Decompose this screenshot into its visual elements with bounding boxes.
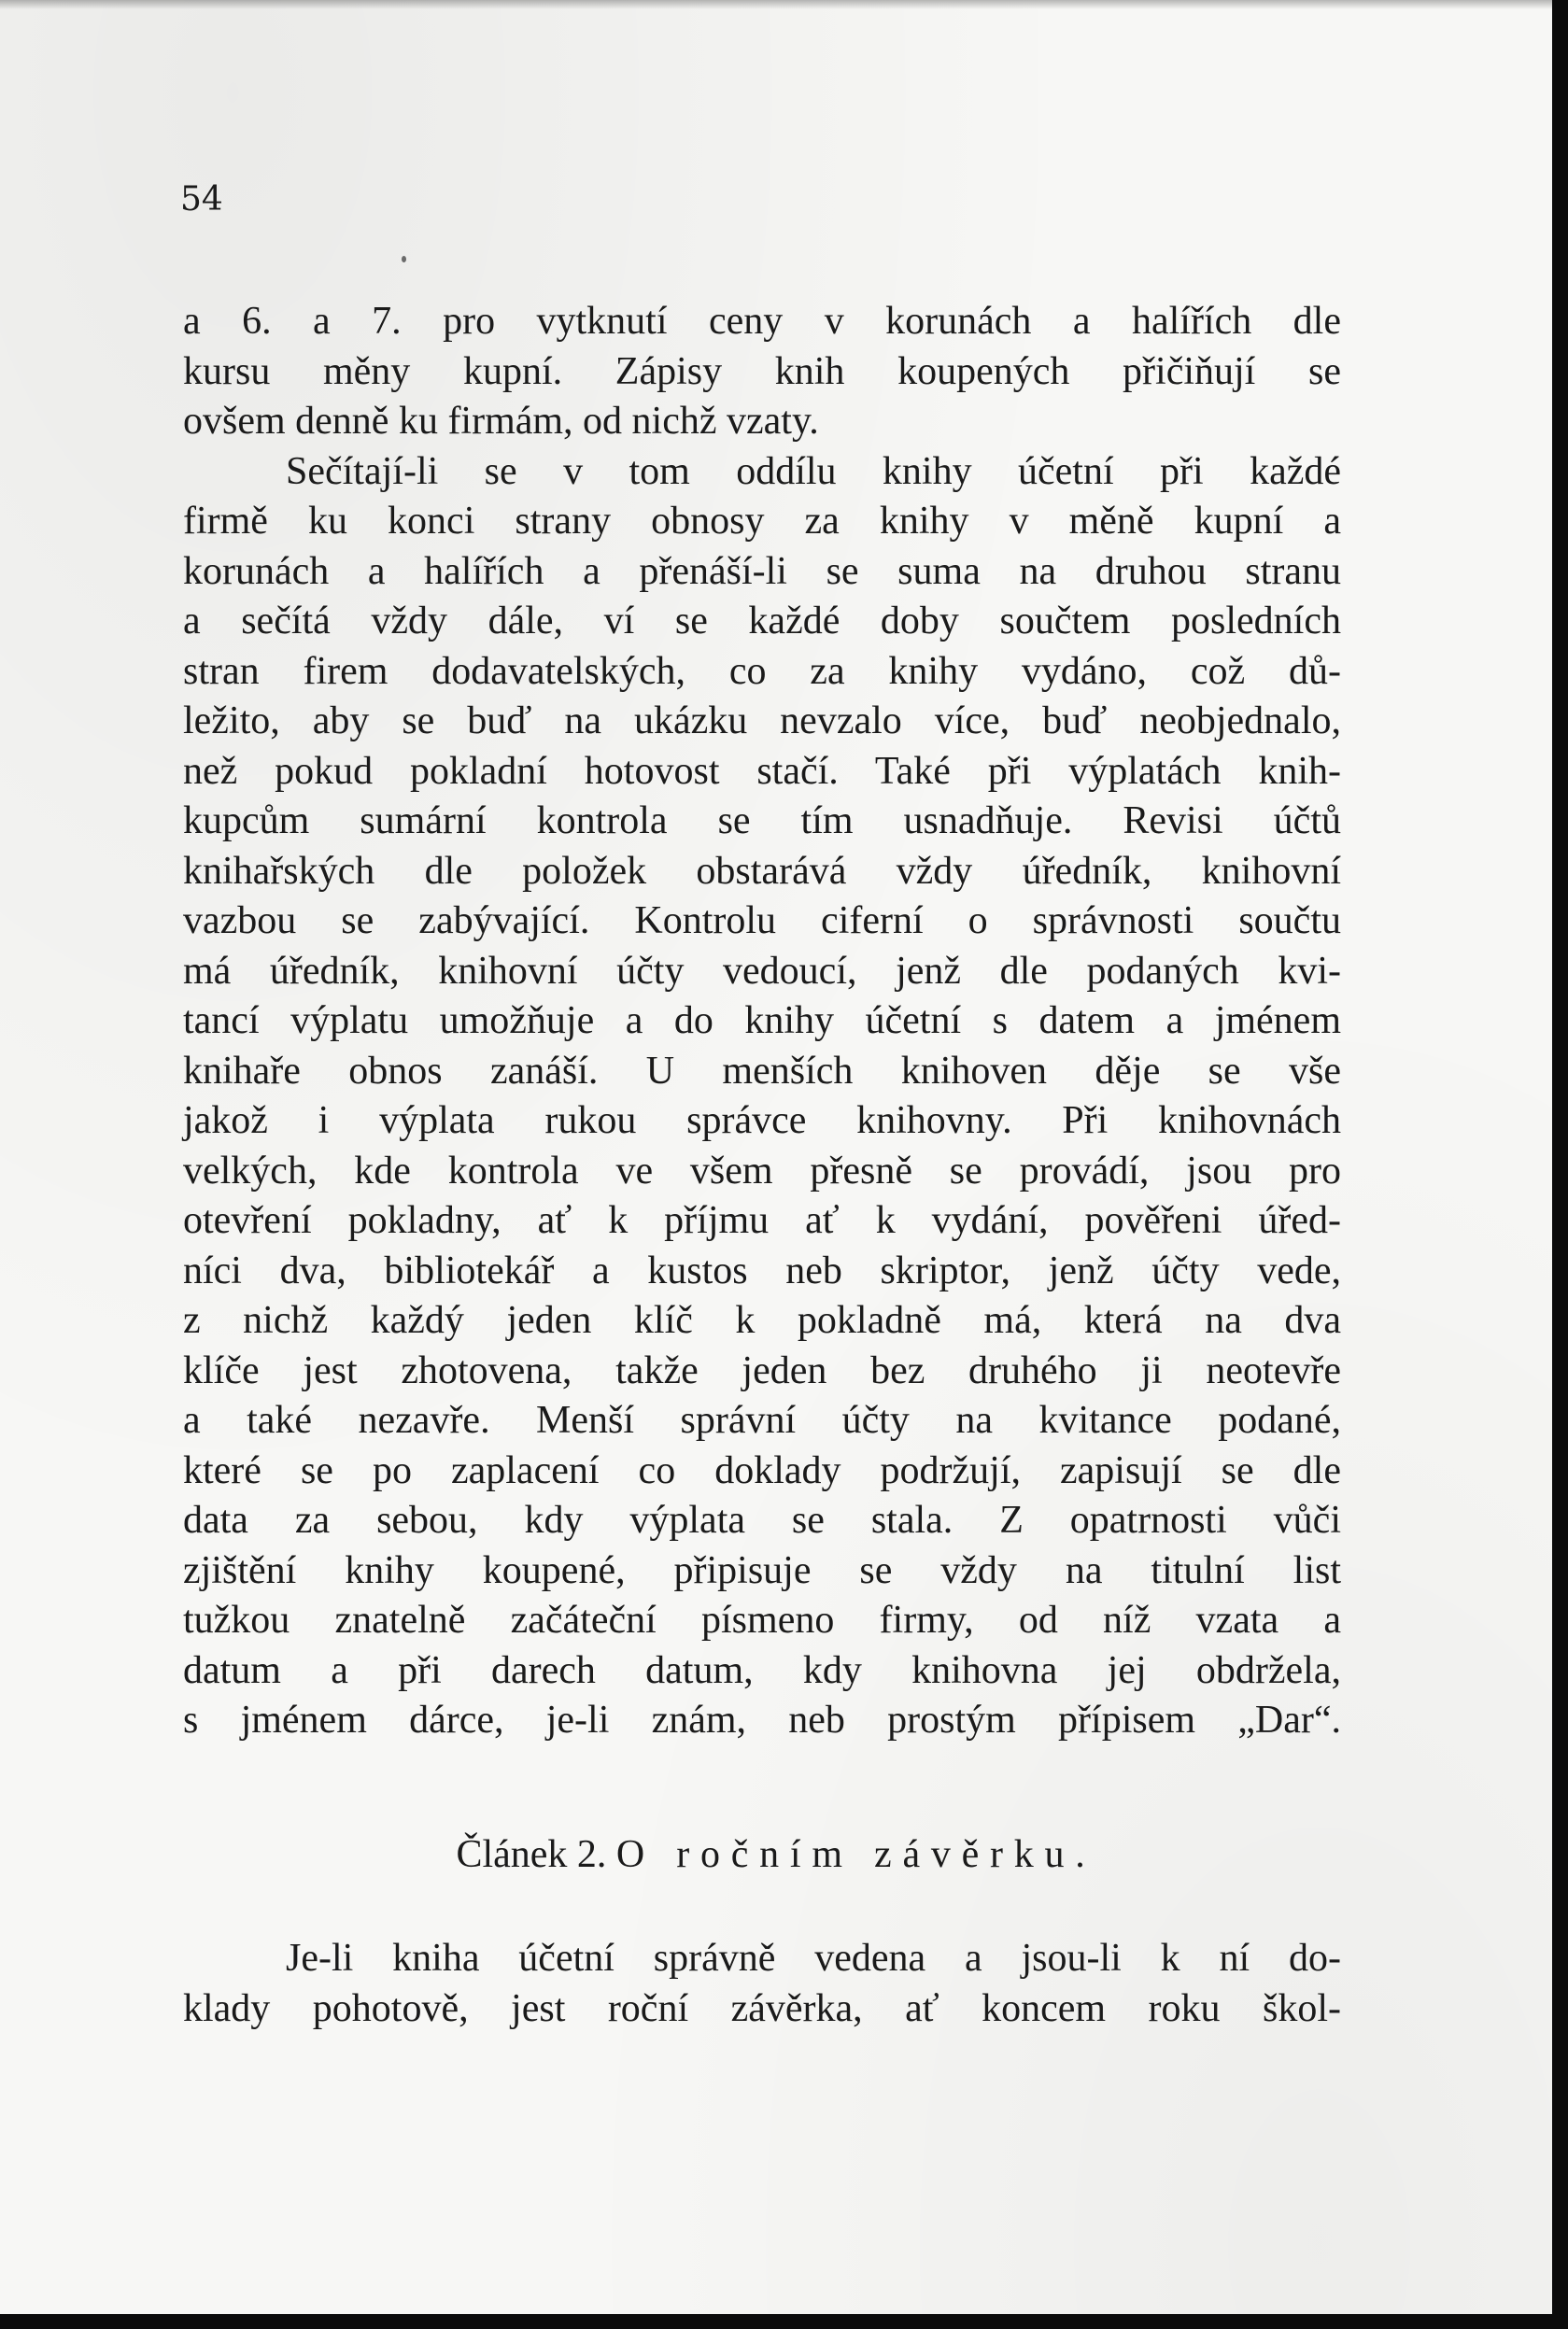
section-title: O ročním závěrku.: [615, 1833, 1096, 1876]
text-line: ležito, aby se buď na ukázku nevzalo více, buď neobjednalo,: [183, 699, 1341, 742]
text-line: klady pohotově, jest roční závěrka, ať koncem roku škol-: [183, 1986, 1341, 2030]
paragraph-after-heading: [183, 1934, 1341, 2034]
text-line: velkých, kde kontrola ve všem přesně se provádí, jsou pro: [183, 1149, 1341, 1193]
section-label: Článek 2.: [456, 1833, 607, 1876]
text-line: klíče jest zhotovena, takže jeden bez druhého ji neotevře: [183, 1348, 1341, 1392]
text-line: Je-li kniha účetní správně vedena a jsou-li k ní do-: [286, 1937, 1341, 1980]
text-line: knihařských dle položek obstarává vždy úředník, knihovní: [183, 849, 1341, 893]
text-line: Sečítají-li se v tom oddílu knihy účetní při každé: [286, 449, 1341, 493]
text-line: data za sebou, kdy výplata se stala. Z opatrnosti vůči: [183, 1499, 1341, 1542]
text-line: zjištění knihy koupené, připisuje se vždy na titulní list: [183, 1548, 1341, 1592]
text-line: tancí výplatu umožňuje a do knihy účetní s datem a jménem: [183, 999, 1341, 1042]
text-line: níci dva, bibliotekář a kustos neb skriptor, jenž účty vede,: [183, 1249, 1341, 1292]
text-line: firmě ku konci strany obnosy za knihy v měně kupní a: [183, 500, 1341, 543]
text-line: z nichž každý jeden klíč k pokladně má, která na dva: [183, 1299, 1341, 1342]
text-line: datum a při darech datum, kdy knihovna jej obdržela,: [183, 1648, 1341, 1692]
text-line: které se po zaplacení co doklady podržují, zapisují se dle: [183, 1448, 1341, 1492]
text-line: stran firem dodavatelských, co za knihy vydáno, což dů-: [183, 649, 1341, 693]
text-line: a sečítá vždy dále, ví se každé doby součtem posledních: [183, 600, 1341, 642]
page-number: 54: [180, 180, 223, 219]
text-line: otevření pokladny, ať k příjmu ať k vydání, pověřeni úřed-: [183, 1199, 1341, 1242]
text-line: ovšem denně ku firmám, od nichž vzaty.: [183, 400, 819, 443]
body-text: [183, 297, 1341, 1746]
ink-speck: [402, 256, 406, 262]
scan-edge-bottom: [0, 2314, 1568, 2329]
section-heading: [0, 1832, 1552, 1877]
scan-edge-right: [1552, 0, 1568, 2329]
text-line: jakož i výplata rukou správce knihovny. Při knihovnách: [183, 1099, 1341, 1142]
scan-top-smudge: [0, 0, 1552, 9]
text-line: má úředník, knihovní účty vedoucí, jenž dle podaných kvi-: [183, 949, 1341, 993]
text-line: a 6. a 7. pro vytknutí ceny v korunách a halířích dle: [183, 300, 1341, 343]
text-line: kursu měny kupní. Zápisy knih koupených přičiňují se: [183, 349, 1341, 393]
text-line: s jménem dárce, je-li znám, neb prostým přípisem „Dar“.: [183, 1699, 1341, 1742]
text-line: tužkou znatelně začáteční písmeno firmy, od níž vzata a: [183, 1599, 1341, 1642]
text-line: kupcům sumární kontrola se tím usnadňuje. Revisi účtů: [183, 799, 1341, 842]
text-line: vazbou se zabývající. Kontrolu ciferní o správnosti součtu: [183, 899, 1341, 942]
text-line: knihaře obnos zanáší. U menších knihoven děje se vše: [183, 1049, 1341, 1093]
text-line: než pokud pokladní hotovost stačí. Také při výplatách knih-: [183, 749, 1341, 793]
text-line: korunách a halířích a přenáší-li se suma na druhou stranu: [183, 549, 1341, 593]
text-line: a také nezavře. Menší správní účty na kvitance podané,: [183, 1399, 1341, 1442]
